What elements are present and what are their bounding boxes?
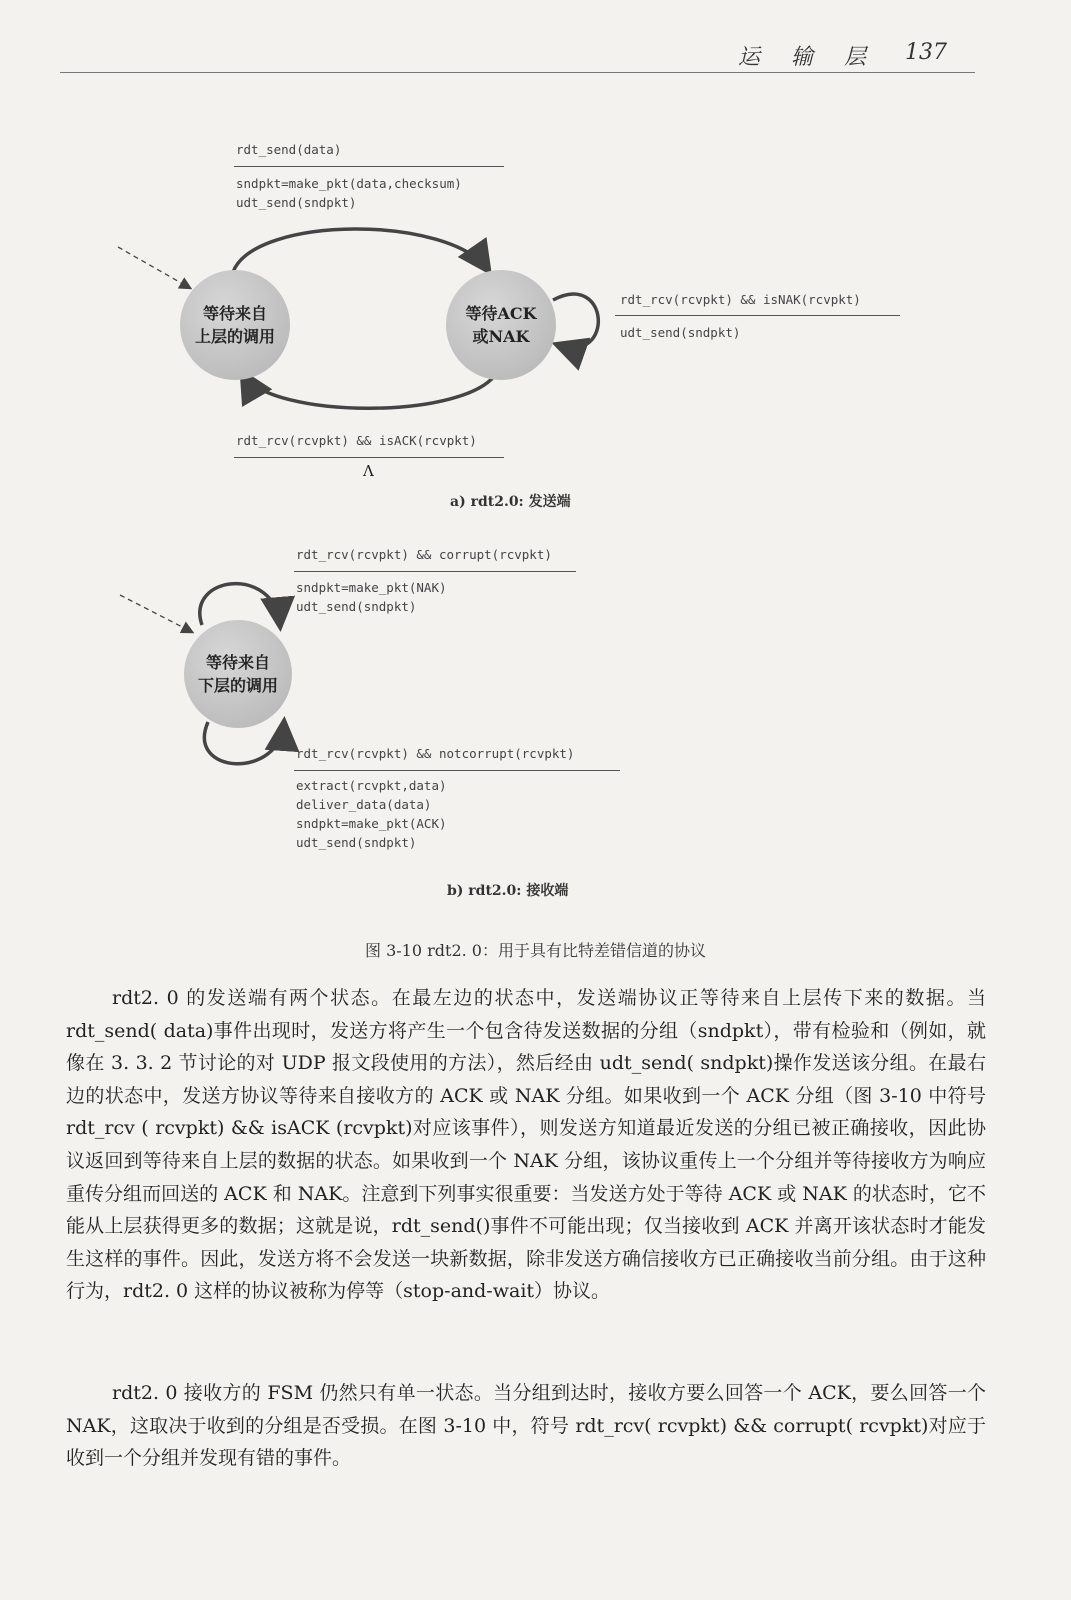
receiver-bottom-rule bbox=[294, 770, 620, 771]
state-wait-above-line2: 上层的调用 bbox=[194, 327, 275, 346]
state-wait-below-line1: 等待来自 bbox=[205, 653, 270, 672]
sender-loop-action: udt_send(sndpkt) bbox=[620, 325, 741, 340]
receiver-bottom-action-1: extract(rcvpkt,data) bbox=[296, 778, 447, 793]
receiver-caption: b) rdt2.0: 接收端 bbox=[447, 883, 569, 899]
sender-initial-arrow bbox=[118, 247, 190, 288]
state-wait-below-line2: 下层的调用 bbox=[197, 676, 278, 695]
body-paragraph-1 bbox=[66, 982, 986, 1308]
receiver-top-rule bbox=[294, 571, 576, 572]
sender-caption: a) rdt2.0: 发送端 bbox=[450, 494, 571, 510]
state-wait-ack-line2: 或NAK bbox=[472, 327, 530, 346]
body-paragraph-2 bbox=[66, 1377, 986, 1475]
receiver-bottom-action-3: sndpkt=make_pkt(ACK) bbox=[296, 816, 447, 831]
sender-bottom-arc bbox=[243, 372, 497, 408]
receiver-bottom-loop bbox=[204, 722, 284, 764]
state-wait-above-line1: 等待来自 bbox=[202, 304, 267, 323]
sender-top-arc bbox=[233, 229, 488, 272]
receiver-bottom-event: rdt_rcv(rcvpkt) && notcorrupt(rcvpkt) bbox=[296, 746, 575, 761]
sender-top-action-2: udt_send(sndpkt) bbox=[236, 195, 357, 210]
figure-caption: 图 3-10 rdt2. 0：用于具有比特差错信道的协议 bbox=[365, 941, 706, 960]
receiver-top-action-2: udt_send(sndpkt) bbox=[296, 599, 417, 614]
paragraph-1-text: rdt2. 0 的发送端有两个状态。在最左边的状态中，发送端协议正等待来自上层传下来的数据。当 rdt_send( data)事件出现时，发送方将产生一个包含待发送数据的分组（sndpkt），带有检验和（例如，就像在 3. 3. 2 节讨论的对 UDP 报文段使用的方法），然后经由 udt_send( sndpkt)操作发送该分组。在最右边的状态中，发送方协议等待来自接收方的 ACK 或 NAK 分组。如果收到一个 ACK 分组（图 3-10 中符号 rdt_rcv ( rcvpkt) && isACK (rcvpkt)对应该事件），则发送方知道最近发送的分组已被正确接收，因此协议返回到等待来自上层的数据的状态。如果收到一个 NAK 分组，该协议重传上一个分组并等待接收方为响应重传分组而回送的 ACK 和 NAK。注意到下列事实很重要：当发送方处于等待 ACK 或 NAK 的状态时，它不能从上层获得更多的数据；这就是说，rdt_send()事件不可能出现；仅当接收到 ACK 并离开该状态时才能发生这样的事件。因此，发送方将不会发送一块新数据，除非发送方确信接收方已正确接收当前分组。由于这种行为，rdt2. 0 这样的协议被称为停等（stop-and-wait）协议。 bbox=[66, 987, 986, 1303]
running-header-title: 运 输 层 bbox=[738, 45, 878, 70]
receiver-top-event: rdt_rcv(rcvpkt) && corrupt(rcvpkt) bbox=[296, 547, 552, 562]
state-wait-ack-line1: 等待ACK bbox=[465, 304, 537, 323]
sender-top-action-1: sndpkt=make_pkt(data,checksum) bbox=[236, 176, 462, 191]
state-wait-ack-nak bbox=[446, 270, 556, 380]
sender-self-loop bbox=[553, 294, 598, 348]
receiver-top-loop bbox=[200, 584, 280, 625]
sender-loop-rule bbox=[615, 315, 900, 316]
sender-bottom-action-lambda: Λ bbox=[363, 462, 374, 480]
state-wait-above bbox=[180, 270, 290, 380]
sender-top-rule bbox=[234, 166, 504, 167]
receiver-top-action-1: sndpkt=make_pkt(NAK) bbox=[296, 580, 447, 595]
sender-loop-event: rdt_rcv(rcvpkt) && isNAK(rcvpkt) bbox=[620, 292, 861, 307]
receiver-bottom-action-2: deliver_data(data) bbox=[296, 797, 432, 812]
receiver-initial-arrow bbox=[120, 595, 192, 632]
page-number: 137 bbox=[905, 40, 947, 65]
receiver-bottom-action-4: udt_send(sndpkt) bbox=[296, 835, 417, 850]
paragraph-2-text: rdt2. 0 接收方的 FSM 仍然只有单一状态。当分组到达时，接收方要么回答一个 ACK，要么回答一个 NAK，这取决于收到的分组是否受损。在图 3-10 中，符号 rdt_rcv( rcvpkt) && corrupt( rcvpkt)对应于收到一个分组并发现有错的事件。 bbox=[66, 1382, 986, 1470]
sender-bottom-rule bbox=[234, 457, 504, 458]
state-wait-below bbox=[184, 620, 292, 728]
sender-bottom-event: rdt_rcv(rcvpkt) && isACK(rcvpkt) bbox=[236, 433, 477, 448]
sender-top-event: rdt_send(data) bbox=[236, 142, 342, 157]
